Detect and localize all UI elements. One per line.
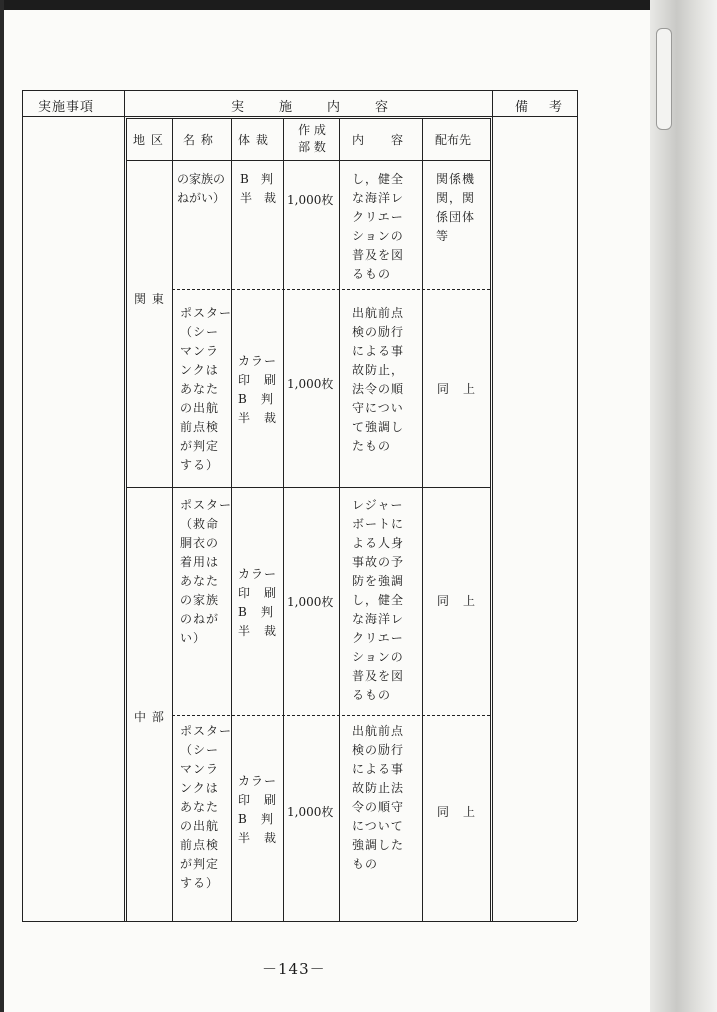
row3-format-line: カラー <box>238 567 278 581</box>
row4-format-line: B 判 <box>238 812 274 826</box>
row3-name-line: ポスター <box>180 498 233 512</box>
subheader-format: 体 裁 <box>238 133 269 147</box>
row1-name <box>177 170 225 208</box>
subheader-region: 地 区 <box>133 133 164 147</box>
row4-content-line: による事 <box>352 762 405 776</box>
row2-copies: 1,000枚 <box>287 377 334 391</box>
row3-format <box>238 565 277 641</box>
row1-dist-line: 関係機 <box>436 172 476 186</box>
row1-content-line: し，健全 <box>352 172 405 186</box>
row2-name-line: ンクは <box>180 363 219 377</box>
row4-name-line: あなた <box>180 800 220 814</box>
row2-content-line: 法令の順 <box>352 382 405 396</box>
row2-content-line: 検の励行 <box>352 325 405 339</box>
row2-name-line: が判定 <box>180 439 220 453</box>
row1-format-line: 半 裁 <box>240 191 277 205</box>
header-remarks-char-1: 備 <box>515 100 530 115</box>
row1-content-line: るもの <box>352 267 392 281</box>
row2-content-line: たもの <box>352 439 392 453</box>
row2-content-line: 故防止， <box>352 363 405 377</box>
row3-name <box>180 496 232 648</box>
row2-format-line: 印 刷 <box>238 373 278 387</box>
row3-name-line: 胴衣の <box>180 536 220 550</box>
row4-format <box>238 772 277 848</box>
subheader-copies <box>290 122 334 156</box>
row4-content-line: 強調した <box>352 838 405 852</box>
row3-format-line: 印 刷 <box>238 586 278 600</box>
row3-content-line: 事故の予 <box>352 555 405 569</box>
row3-content-line: ボートに <box>352 517 405 531</box>
row3-name-line: い） <box>180 631 207 645</box>
header-content-char-2: 施 <box>279 100 294 115</box>
row1-name-line: の家族の <box>177 172 226 186</box>
row3-content-line: な海洋レ <box>352 612 405 626</box>
row3-distribution: 同 上 <box>437 594 477 608</box>
row3-name-line: あなた <box>180 574 220 588</box>
row2-name-line: マンラ <box>180 344 220 358</box>
row4-name-line: が判定 <box>180 857 220 871</box>
row2-content-line: て強調し <box>352 420 405 434</box>
row3-content-line: クリエー <box>352 631 404 645</box>
row3-copies: 1,000枚 <box>287 595 334 609</box>
row4-format-line: 印 刷 <box>238 793 278 807</box>
row3-content-line: レジャー <box>352 498 404 512</box>
row2-name-line: ポスター <box>180 306 233 320</box>
row4-name-line: ンクは <box>180 781 219 795</box>
row1-content-line: ションの <box>352 229 404 243</box>
row3-content-line: し，健全 <box>352 593 405 607</box>
row1-format-line: B 判 <box>240 172 273 186</box>
row4-content-line: について <box>352 819 404 833</box>
row4-content-line: 出航前点 <box>352 724 405 738</box>
row1-format <box>240 170 276 208</box>
row4-content-line: もの <box>352 857 379 871</box>
row3-name-line: 着用は <box>180 555 220 569</box>
row2-format-line: カラー <box>238 354 278 368</box>
row4-name-line: する） <box>180 876 220 890</box>
row2-format <box>238 352 277 428</box>
row1-copies: 1,000枚 <box>287 193 334 207</box>
subheader-content: 内 容 <box>352 133 405 147</box>
row3-format-line: B 判 <box>238 605 274 619</box>
row4-format-line: 半 裁 <box>238 831 278 845</box>
row3-content-line: 普及を図 <box>352 669 405 683</box>
row4-format-line: カラー <box>238 774 278 788</box>
row3-format-line: 半 裁 <box>238 624 278 638</box>
row3-content <box>352 496 404 705</box>
row3-name-line: のねが <box>180 612 220 626</box>
row2-distribution: 同 上 <box>437 382 477 396</box>
row4-content-line: 検の励行 <box>352 743 405 757</box>
row1-name-line: ねがい） <box>177 191 226 205</box>
region-kanto: 関 東 <box>134 292 165 306</box>
row3-content-line: 防を強調 <box>352 574 405 588</box>
row4-name-line: の出航 <box>180 819 220 833</box>
scan-top-edge <box>0 0 717 10</box>
row4-name-line: 前点検 <box>180 838 220 852</box>
row1-dist-line: 関，関 <box>436 191 476 205</box>
row1-content-line: 普及を図 <box>352 248 405 262</box>
row2-format-line: B 判 <box>238 392 274 406</box>
row4-name-line: ポスター <box>180 724 233 738</box>
row1-content-line: クリエー <box>352 210 404 224</box>
row1-content <box>352 170 404 284</box>
subheader-distribution: 配布先 <box>435 133 472 147</box>
row2-content <box>352 304 404 456</box>
row3-name-line: （救命 <box>180 517 220 531</box>
row2-name-line: あなた <box>180 382 220 396</box>
row1-distribution <box>436 170 475 246</box>
row1-content-line: な海洋レ <box>352 191 405 205</box>
header-remarks-char-2: 考 <box>549 100 564 115</box>
row1-dist-line: 係団体 <box>436 210 476 224</box>
row3-content-line: るもの <box>352 688 392 702</box>
row4-content <box>352 722 404 874</box>
region-chubu: 中 部 <box>134 710 165 724</box>
row3-content-line: ションの <box>352 650 404 664</box>
row4-copies: 1,000枚 <box>287 805 334 819</box>
header-content-char-1: 実 <box>231 100 246 115</box>
header-content-char-3: 内 <box>327 100 342 115</box>
row4-distribution: 同 上 <box>437 805 477 819</box>
row2-content-line: による事 <box>352 344 405 358</box>
row3-name-line: の家族 <box>180 593 220 607</box>
row2-name-line: 前点検 <box>180 420 220 434</box>
subheader-copies-line2: 部 数 <box>298 140 326 154</box>
scan-binding-shadow <box>650 0 717 1012</box>
row2-format-line: 半 裁 <box>238 411 278 425</box>
row3-content-line: よる人身 <box>352 536 405 550</box>
row2-name-line: の出航 <box>180 401 220 415</box>
scan-left-edge <box>0 0 4 1012</box>
row2-name-line: （シー <box>180 325 220 339</box>
row4-name-line: （シー <box>180 743 220 757</box>
subheader-copies-line1: 作 成 <box>298 123 326 137</box>
row4-name-line: マンラ <box>180 762 220 776</box>
row2-content-line: 守につい <box>352 401 404 415</box>
binder-tab <box>656 28 672 130</box>
header-implementation-item: 実施事項 <box>38 100 95 115</box>
header-content-char-4: 容 <box>375 100 390 115</box>
row2-name <box>180 304 232 475</box>
row4-content-line: 故防止法 <box>352 781 405 795</box>
row4-content-line: 令の順守 <box>352 800 405 814</box>
page-number: －143－ <box>262 960 326 978</box>
row2-name-line: する） <box>180 458 220 472</box>
row1-dist-line: 等 <box>436 229 450 243</box>
subheader-name: 名 称 <box>183 133 214 147</box>
row4-name <box>180 722 232 893</box>
row2-content-line: 出航前点 <box>352 306 405 320</box>
